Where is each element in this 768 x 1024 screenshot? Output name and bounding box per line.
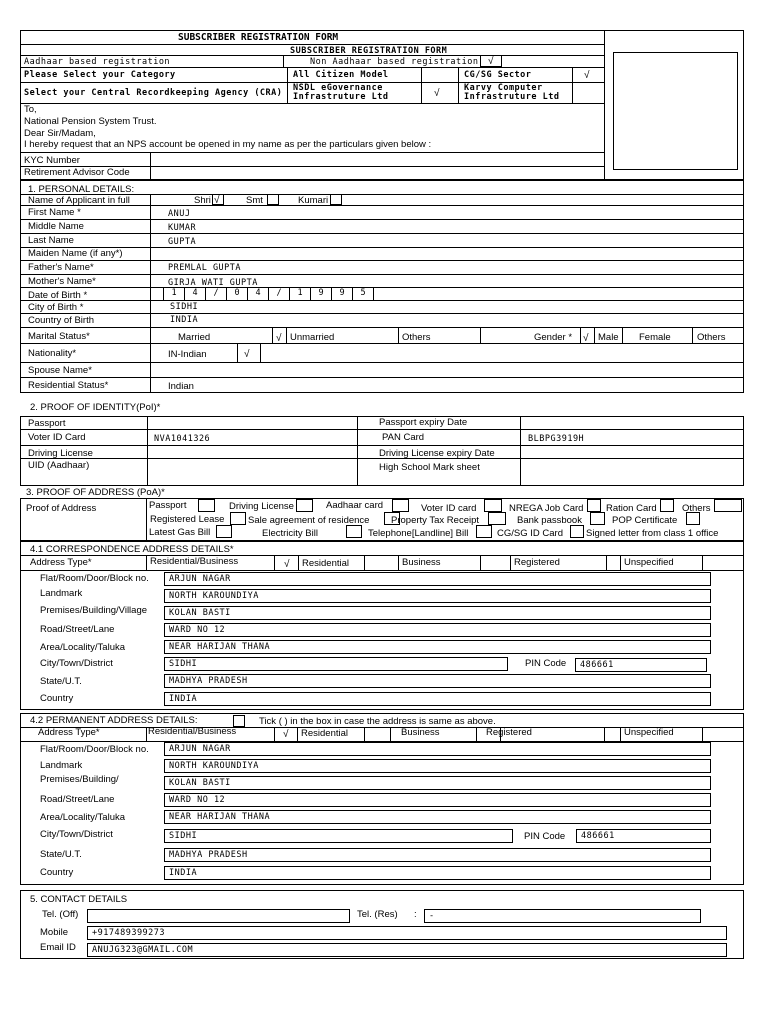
request-text: I hereby request that an NPS account be opened in my name as per the particulars given below :: [24, 139, 432, 150]
email-label: Email ID: [40, 942, 76, 953]
corr-unspecified-option[interactable]: Unspecified: [624, 557, 674, 568]
corr-city-field[interactable]: SIDHI: [164, 657, 508, 671]
perm-country-field[interactable]: INDIA: [164, 866, 711, 880]
poa-signed-letter[interactable]: Signed letter from class 1 office: [586, 528, 719, 539]
kumari-option[interactable]: Kumari: [298, 195, 329, 206]
dob-digit: 4: [184, 287, 205, 300]
poa-sale-agreement[interactable]: Sale agreement of residence: [248, 515, 370, 526]
dob-digit: 1: [289, 287, 310, 300]
perm-unspecified-option[interactable]: Unspecified: [624, 727, 674, 738]
poa-label: Proof of Address: [26, 503, 97, 514]
correspondence-heading: 4.1 CORRESPONDENCE ADDRESS DETAILS*: [30, 544, 234, 555]
voter-id-label: Voter ID Card: [28, 432, 86, 443]
perm-address-type-label: Address Type*: [38, 727, 100, 738]
tel-res-field[interactable]: -: [424, 909, 701, 923]
personal-heading: 1. PERSONAL DETAILS:: [28, 184, 135, 195]
passport-label: Passport: [28, 418, 66, 429]
corr-country-field[interactable]: INDIA: [164, 692, 711, 706]
school-marksheet-label: High School Mark sheet: [379, 462, 480, 473]
smt-checkbox[interactable]: [267, 194, 279, 205]
country-birth-value[interactable]: INDIA: [170, 315, 199, 325]
dob-separator: /: [268, 287, 289, 300]
perm-city-label: City/Town/District: [40, 829, 113, 840]
poa-registered-lease[interactable]: Registered Lease: [150, 514, 225, 525]
perm-country-label: Country: [40, 867, 74, 878]
gender-tick: √: [583, 333, 589, 344]
corr-area-field[interactable]: NEAR HARIJAN THANA: [164, 640, 711, 654]
residential-status-value[interactable]: Indian: [168, 381, 194, 392]
poa-electricity-bill[interactable]: Electricity Bill: [262, 528, 318, 539]
poa-passport[interactable]: Passport: [149, 500, 187, 511]
dob-digit: 9: [331, 287, 352, 300]
dob-separator: /: [205, 287, 226, 300]
gender-others-option[interactable]: Others: [697, 332, 726, 343]
perm-premises-label: Premises/Building/: [40, 774, 119, 785]
greeting-text: Dear Sir/Madam,: [24, 128, 96, 139]
trust-text: National Pension System Trust.: [24, 116, 157, 127]
perm-landmark-label: Landmark: [40, 760, 83, 771]
corr-business-option[interactable]: Business: [402, 557, 441, 568]
nsdl-line1: NSDL eGovernance: [293, 83, 383, 93]
cra-label: Select your Central Recordkeeping Agency (CRA): [24, 88, 283, 98]
perm-flat-field[interactable]: ARJUN NAGAR: [164, 742, 711, 756]
pan-label: PAN Card: [382, 432, 425, 443]
perm-type-tick: √: [283, 729, 289, 740]
dob-digit: 4: [247, 287, 268, 300]
nsdl-line2: Infrastruture Ltd: [293, 92, 389, 102]
mother-name-value[interactable]: GIRJA WATI GUPTA: [168, 278, 258, 288]
dob-digit: 5: [352, 287, 373, 300]
dl-expiry-label: Driving License expiry Date: [379, 448, 495, 459]
passport-expiry-label: Passport expiry Date: [379, 417, 468, 428]
dob-field[interactable]: [163, 287, 374, 300]
perm-business-option[interactable]: Business: [401, 727, 440, 738]
poa-ration-card[interactable]: Ration Card: [606, 503, 657, 514]
permanent-heading: 4.2 PERMANENT ADDRESS DETAILS:: [30, 715, 198, 726]
perm-residential-option[interactable]: Residential: [301, 728, 348, 739]
corr-address-type-label: Address Type*: [30, 557, 92, 568]
voter-id-value[interactable]: NVA1041326: [154, 434, 211, 444]
poa-bank-passbook[interactable]: Bank passbook: [517, 515, 582, 526]
all-citizen-option[interactable]: All Citizen Model: [293, 70, 389, 80]
corr-country-label: Country: [40, 693, 74, 704]
dob-digit: 9: [310, 287, 331, 300]
tel-res-label: Tel. (Res): [357, 909, 398, 920]
corr-state-field[interactable]: MADHYA PRADESH: [164, 674, 711, 688]
father-name-label: Father's Name*: [28, 262, 94, 273]
corr-state-label: State/U.T.: [40, 676, 82, 687]
shri-tick: √: [214, 195, 220, 206]
perm-flat-label: Flat/Room/Door/Block no.: [40, 744, 149, 755]
form-title: SUBSCRIBER REGISTRATION FORM: [178, 32, 339, 43]
poi-heading: 2. PROOF OF IDENTITY(PoI)*: [30, 402, 161, 413]
poa-pop-certificate[interactable]: POP Certificate: [612, 515, 678, 526]
email-field[interactable]: ANUJG323@GMAIL.COM: [87, 943, 727, 957]
father-name-value[interactable]: PREMLAL GUPTA: [168, 263, 242, 273]
perm-registered-option[interactable]: Registered: [486, 727, 532, 738]
mobile-label: Mobile: [40, 927, 68, 938]
city-birth-value[interactable]: SIDHI: [170, 302, 199, 312]
country-birth-label: Country of Birth: [28, 315, 94, 326]
first-name-value[interactable]: ANUJ: [168, 209, 191, 219]
unmarried-option[interactable]: Unmarried: [290, 332, 335, 343]
same-address-note: Tick ( ) in the box in case the address is same as above.: [259, 716, 496, 727]
kumari-checkbox[interactable]: [330, 194, 342, 205]
perm-premises-field[interactable]: KOLAN BASTI: [164, 776, 711, 790]
perm-pin-field[interactable]: 486661: [576, 829, 711, 843]
non-aadhaar-tick: √: [488, 56, 494, 67]
perm-area-field[interactable]: NEAR HARIJAN THANA: [164, 810, 711, 824]
corr-premises-field[interactable]: KOLAN BASTI: [164, 606, 711, 620]
middle-name-label: Middle Name: [28, 221, 84, 232]
perm-state-field[interactable]: MADHYA PRADESH: [164, 848, 711, 862]
shri-option[interactable]: Shri: [194, 195, 211, 206]
city-birth-label: City of Birth *: [28, 302, 84, 313]
corr-road-field[interactable]: WARD NO 12: [164, 623, 711, 637]
corr-registered-option[interactable]: Registered: [514, 557, 560, 568]
tel-off-field[interactable]: [87, 909, 350, 923]
marital-others-option[interactable]: Others: [402, 332, 431, 343]
non-aadhaar-label: Non Aadhaar based registration: [310, 57, 479, 67]
perm-road-label: Road/Street/Lane: [40, 794, 115, 805]
to-text: To,: [24, 104, 37, 115]
smt-option[interactable]: Smt: [246, 195, 263, 206]
nationality-value[interactable]: IN-Indian: [168, 349, 207, 360]
pan-value[interactable]: BLBPG3919H: [528, 434, 585, 444]
maiden-name-label: Maiden Name (if any*): [28, 248, 123, 259]
dob-label: Date of Birth *: [28, 290, 88, 301]
poa-cgsg-id[interactable]: CG/SG ID Card: [497, 528, 563, 539]
poa-gas-bill[interactable]: Latest Gas Bill: [149, 527, 211, 538]
female-option[interactable]: Female: [639, 332, 671, 343]
spouse-label: Spouse Name*: [28, 365, 92, 376]
name-label: Name of Applicant in full: [28, 195, 130, 206]
dob-digit: 1: [163, 287, 184, 300]
tel-off-label: Tel. (Off): [42, 909, 79, 920]
perm-city-field[interactable]: SIDHI: [164, 829, 513, 843]
corr-city-label: City/Town/District: [40, 658, 113, 669]
residential-status-label: Residential Status*: [28, 380, 109, 391]
middle-name-value[interactable]: KUMAR: [168, 223, 197, 233]
male-option[interactable]: Male: [598, 332, 619, 343]
perm-landmark-field[interactable]: NORTH KAROUNDIYA: [164, 759, 711, 773]
dob-digit: 0: [226, 287, 247, 300]
married-option[interactable]: Married: [178, 332, 211, 343]
marital-status-label: Marital Status*: [28, 331, 90, 342]
nationality-tick: √: [244, 349, 250, 360]
gender-label: Gender *: [534, 332, 573, 343]
poa-others[interactable]: Others: [682, 503, 711, 514]
uid-label: UID (Aadhaar): [28, 460, 90, 471]
last-name-value[interactable]: GUPTA: [168, 237, 197, 247]
mother-name-label: Mother's Name*: [28, 276, 96, 287]
corr-flat-field[interactable]: ARJUN NAGAR: [164, 572, 711, 586]
poa-driving-license[interactable]: Driving License: [229, 501, 294, 512]
perm-pin-label: PIN Code: [524, 831, 566, 842]
form-subtitle: SUBSCRIBER REGISTRATION FORM: [290, 46, 448, 56]
corr-pin-field[interactable]: 486661: [575, 658, 707, 672]
cgsg-tick: √: [584, 70, 590, 81]
driving-license-label: Driving License: [28, 448, 93, 459]
poa-voter-id[interactable]: Voter ID card: [421, 503, 477, 514]
perm-state-label: State/U.T.: [40, 849, 82, 860]
nationality-label: Nationality*: [28, 348, 77, 359]
aadhaar-based-label: Aadhaar based registration: [24, 57, 171, 67]
perm-area-label: Area/Locality/Taluka: [40, 812, 126, 823]
first-name-label: First Name *: [28, 207, 81, 218]
marital-tick: √: [276, 333, 282, 344]
corr-flat-label: Flat/Room/Door/Block no.: [40, 573, 149, 584]
poa-telephone-bill[interactable]: Telephone[Landline] Bill: [368, 528, 469, 539]
karvy-line1: Karvy Computer: [464, 83, 543, 93]
corr-landmark-field[interactable]: NORTH KAROUNDIYA: [164, 589, 711, 603]
photo-box: [613, 52, 738, 170]
corr-road-label: Road/Street/Lane: [40, 624, 115, 635]
poa-nrega[interactable]: NREGA Job Card: [509, 503, 584, 514]
mobile-field[interactable]: +917489399273: [87, 926, 727, 940]
nsdl-tick: √: [434, 88, 440, 99]
corr-landmark-label: Landmark: [40, 588, 83, 599]
poa-aadhaar[interactable]: Aadhaar card: [326, 500, 384, 511]
corr-type-tick: √: [284, 559, 290, 570]
cgsg-option[interactable]: CG/SG Sector: [464, 70, 532, 80]
corr-pin-label: PIN Code: [525, 658, 567, 669]
advisor-label: Retirement Advisor Code: [24, 167, 130, 178]
tel-res-colon: :: [414, 909, 417, 920]
poa-property-tax[interactable]: Property Tax Receipt: [391, 515, 480, 526]
last-name-label: Last Name: [28, 235, 74, 246]
perm-res-bus-option[interactable]: Residential/Business: [148, 726, 237, 737]
corr-res-bus-option[interactable]: Residential/Business: [150, 556, 239, 567]
poa-heading: 3. PROOF OF ADDRESS (PoA)*: [26, 487, 165, 498]
corr-premises-label: Premises/Building/Village: [40, 605, 148, 616]
corr-area-label: Area/Locality/Taluka: [40, 642, 126, 653]
corr-residential-option[interactable]: Residential: [302, 558, 349, 569]
karvy-line2: Infrastruture Ltd: [464, 92, 560, 102]
perm-road-field[interactable]: WARD NO 12: [164, 793, 711, 807]
contact-heading: 5. CONTACT DETAILS: [30, 894, 128, 905]
kyc-label: KYC Number: [24, 155, 80, 166]
category-label: Please Select your Category: [24, 70, 176, 80]
